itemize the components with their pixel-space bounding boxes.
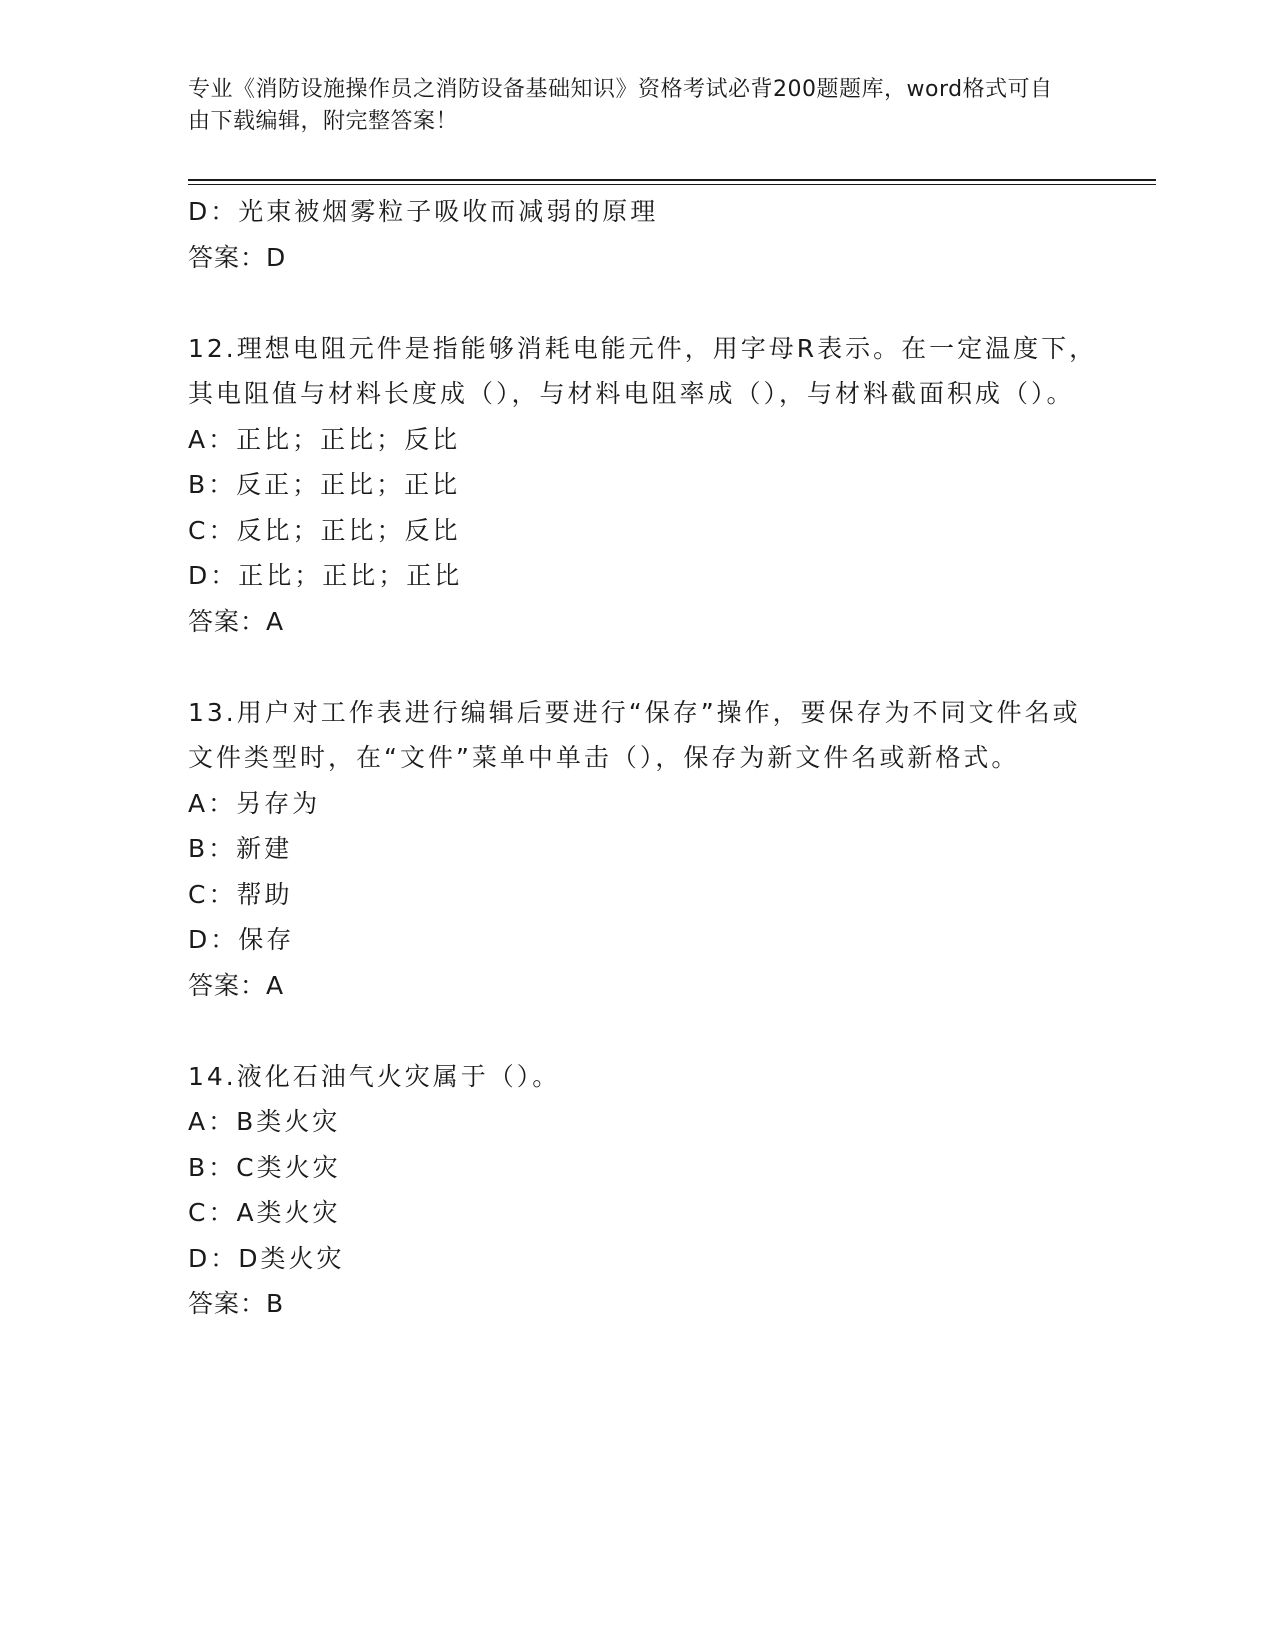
option-a: A：另存为 [188,788,321,818]
prev-answer: 答案：D [188,242,287,272]
header-rule-thick [188,179,1156,181]
option-c: C：帮助 [188,879,293,909]
question-stem: 13.用户对工作表进行编辑后要进行“保存”操作，要保存为不同文件名或文件类型时，在“文件”菜单中单击（），保存为新文件名或新格式。 [188,697,1081,772]
spacer [188,644,1108,690]
answer: 答案：A [188,970,285,1000]
spacer [188,280,1108,326]
answer: 答案：B [188,1289,285,1318]
option-d: D：正比；正比；正比 [188,561,463,590]
option-b: B：新建 [188,834,293,863]
option-d: D：D类火灾 [188,1243,345,1273]
spacer [188,1008,1108,1054]
question-content [188,189,1108,1327]
option-b: B：反正；正比；正比 [188,470,461,499]
question-14 [188,1054,1108,1327]
document-header: 专业《消防设施操作员之消防设备基础知识》资格考试必背200题题库，word格式可自由下载编辑，附完整答案！ [188,77,1053,134]
option-d: D：保存 [188,925,295,954]
prev-option-d: D：光束被烟雾粒子吸收而减弱的原理 [188,197,659,226]
header-rule-thin [188,184,1156,185]
question-13 [188,690,1108,1009]
question-stem: 14.液化石油气火灾属于（）。 [188,1061,561,1091]
option-a: A：B类火灾 [188,1107,341,1136]
option-c: C：A类火灾 [188,1198,341,1227]
question-stem: 12.理想电阻元件是指能够消耗电能元件，用字母R表示。在一定温度下，其电阻值与材料长度成（），与材料电阻率成（），与材料截面积成（）。 [188,333,1098,408]
option-c: C：反比；正比；反比 [188,515,461,545]
question-12 [188,326,1108,645]
option-a: A：正比；正比；反比 [188,424,461,454]
answer: 答案：A [188,606,285,636]
option-b: B：C类火灾 [188,1152,341,1182]
